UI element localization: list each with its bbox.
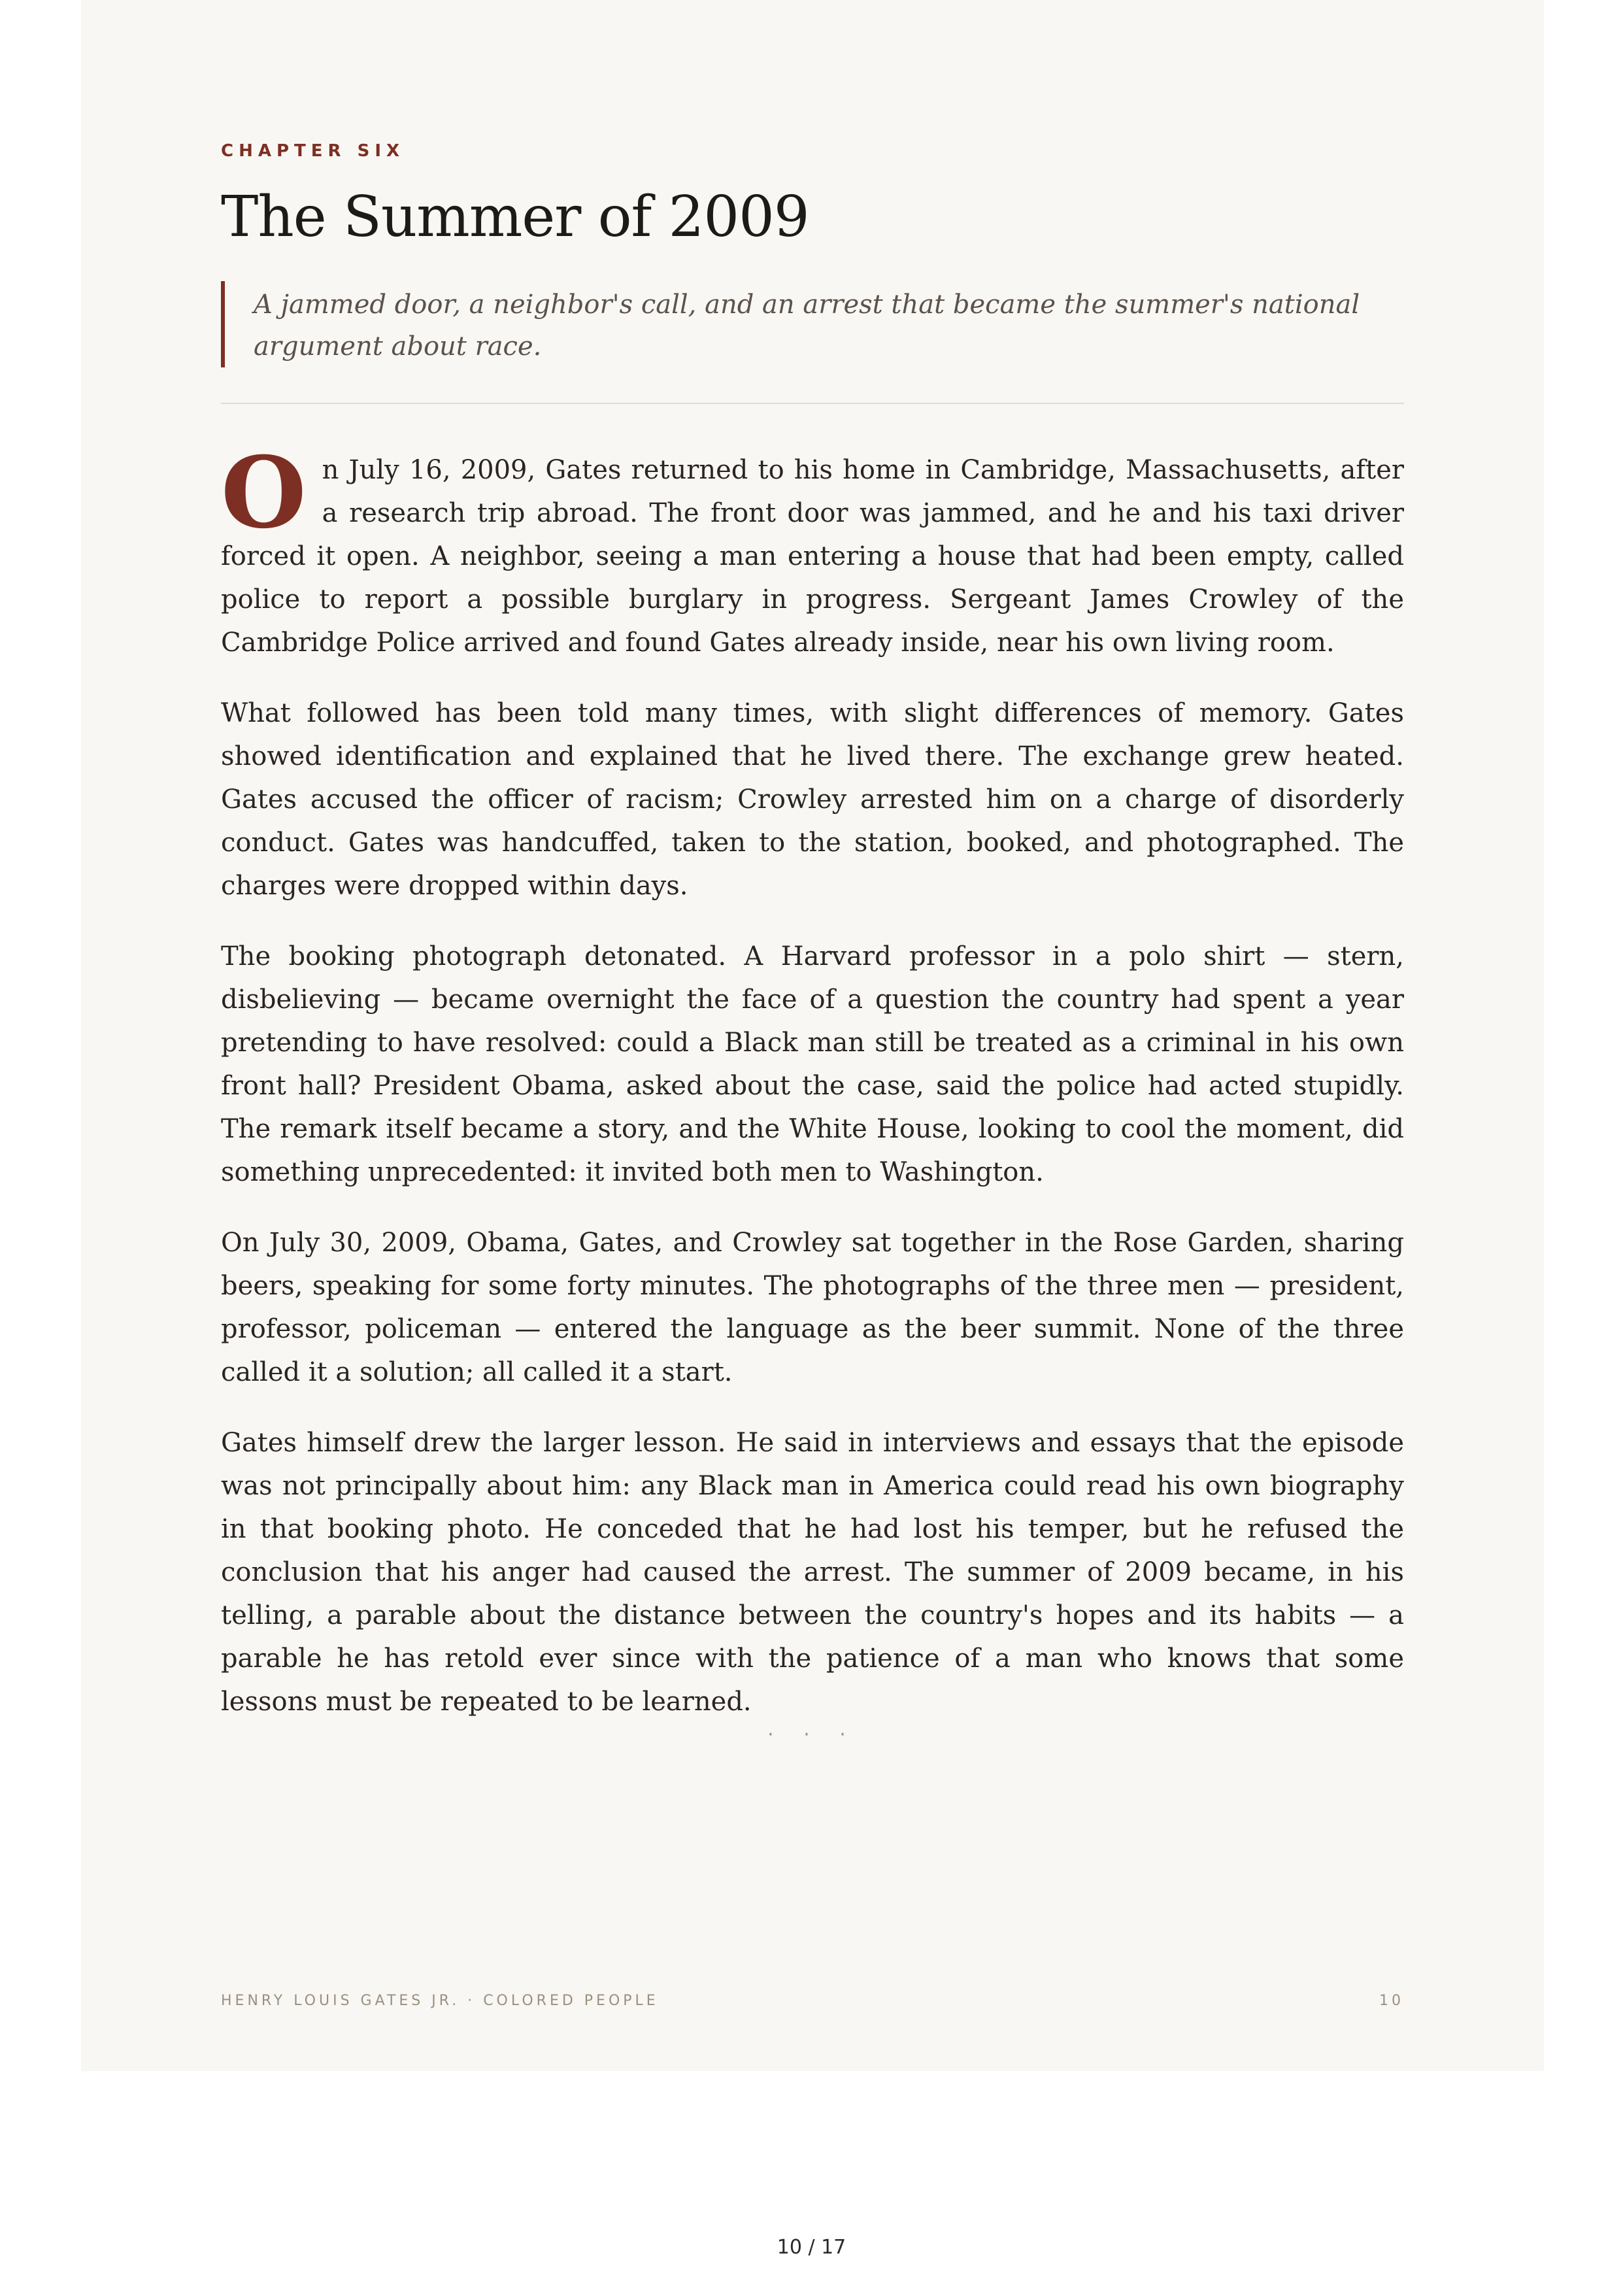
body-paragraph-1	[221, 435, 1404, 664]
chapter-body	[221, 435, 1404, 1751]
section-divider	[221, 403, 1404, 404]
body-paragraph-2: What followed has been told many times, with slight differences of memory. Gates showed identification and explained that he lived there. The exchange grew heated. Gates accused the officer of racism; Crowley arrested him on a charge of disorderly conduct. Gates was handcuffed, taken to the station, booked, and photographed. The charges were dropped within days.	[221, 698, 1404, 901]
chapter-title: The Summer of 2009	[221, 184, 809, 250]
paragraph-1-text: n July 16, 2009, Gates returned to his home in Cambridge, Massachusetts, after a research trip abroad. The front door was jammed, and he and his taxi driver forced it open. A neighbor, seeing a man entering a house that had been empty, called police to report a possible burglary in progress. Sergeant James Crowley of the Cambridge Police arrived and found Gates already inside, near his own living room.	[221, 455, 1404, 658]
body-paragraph-4: On July 30, 2009, Obama, Gates, and Crowley sat together in the Rose Garden, sharing beers, speaking for some forty minutes. The photographs of the three men — president, professor, policeman — entered the language as the beer summit. None of the three called it a solution; all called it a start.	[221, 1228, 1404, 1387]
chapter-deck: A jammed door, a neighbor's call, and an arrest that became the summer's national argument about race.	[221, 281, 1404, 367]
body-paragraph-3: The booking photograph detonated. A Harvard professor in a polo shirt — stern, disbelieving — became overnight the face of a question the country had spent a year pretending to have resolved: could a Black man still be treated as a criminal in his own front hall? President Obama, asked about the case, said the police had acted stupidly. The remark itself became a story, and the White House, looking to cool the moment, did something unprecedented: it invited both men to Washington.	[221, 941, 1404, 1187]
running-head: HENRY LOUIS GATES JR. · COLORED PEOPLE	[221, 1993, 659, 2009]
page-number: 10	[1379, 1993, 1404, 2009]
viewer-page-indicator: 10 / 17	[777, 2236, 846, 2259]
body-paragraph-5: Gates himself drew the larger lesson. He said in interviews and essays that the episode was not principally about him: any Black man in America could read his own biography in that booking photo. He conceded that he had lost his temper, but he refused the conclusion that his anger had caused the arrest. The summer of 2009 became, in his telling, a parable about the distance between the country's hopes and its habits — a parable he has retold ever since with the patience of a man who knows that some lessons must be repeated to be learned.	[221, 1428, 1404, 1717]
chapter-eyebrow: CHAPTER SIX	[221, 141, 405, 161]
drop-cap: O	[221, 435, 307, 550]
section-ornament: · · ·	[767, 1723, 858, 1746]
document-page	[81, 0, 1544, 2071]
